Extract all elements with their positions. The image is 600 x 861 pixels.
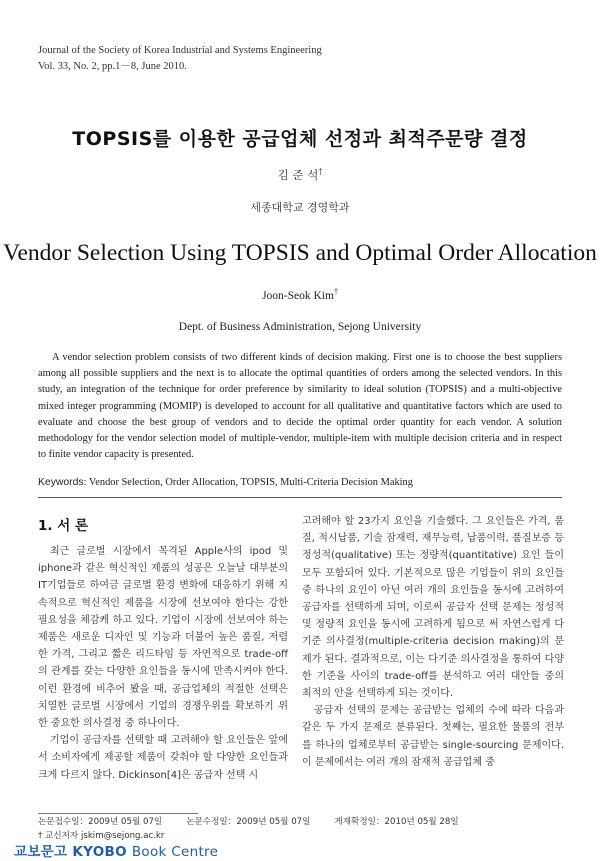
keywords-label: Keywords: [38, 477, 84, 488]
korean-author-dagger: †: [318, 167, 323, 177]
korean-affiliation: 세종대학교 경영학과: [250, 201, 350, 214]
left-paragraph-2: 기업이 공급자를 선택할 때 고려해야 할 요인들은 앞에서 소비자에게 제공할 제품이 갖춰야 할 다양한 요인들과 크게 다르지 않다. Dickinson[4]은 공급자 선택 시: [38, 735, 288, 781]
revised-date: 논문수정일：2009년 05월 07일: [186, 817, 311, 827]
korean-author: [0, 167, 600, 183]
english-title: Vendor Selection Using TOPSIS and Optimal Order Allocation: [3, 240, 597, 266]
footnote-dates: [38, 815, 562, 827]
received-date: 논문접수일：2009년 05월 07일: [38, 817, 163, 827]
english-author: [0, 287, 600, 302]
journal-header: [38, 43, 322, 75]
keywords: [38, 477, 562, 488]
left-column: [38, 543, 288, 784]
right-paragraph-2: 공급자 선택의 문제는 공급받는 업체의 수에 따라 다음과 같은 두 가지 문제로 분류된다. 첫째는, 필요한 물품의 전부를 하나의 업체로부터 공급받는 single-sourcing 문제이다. 이 문제에서는 여러 개의 잠재적 공급업체 중: [302, 705, 564, 768]
corresponding-author: † 교신저자 jskim@sejong.ac.kr: [38, 831, 165, 841]
right-column: [302, 513, 564, 771]
abstract: A vendor selection problem consists of two different kinds of decision making. First one is to choose the best suppliers among all possible suppliers and the next is to allocate the optimal quantities of orders among the selected vendors. In this study, an integration of the technique for order preference by similarity to ideal solution (TOPSIS) and a multi-objective mixed integer programming (MOMIP) is developed to account for all qualitative and quantitative factors which are used to evaluate and choose the best group of vendors and to decide the optimal order quantity for each vendor. A solution methodology for the vendor selection model of multiple-vendor, multiple-item with multiple decision criteria and in respect to finite vendor capacity is presented.: [38, 352, 562, 461]
watermark-english: KYOBO: [72, 844, 127, 860]
footnote-divider: [38, 813, 198, 814]
watermark-korean: 교보문고: [14, 844, 68, 860]
keywords-list: : Vendor Selection, Order Allocation, TOPSIS, Multi-Criteria Decision Making: [83, 477, 413, 488]
korean-title: TOPSIS를 이용한 공급업체 선정과 최적주문량 결정: [72, 128, 528, 150]
watermark-suffix: Book Centre: [131, 844, 219, 860]
journal-name: Journal of the Society of Korea Industrial and Systems Engineering: [38, 45, 322, 56]
korean-author-name: 김 준 석: [277, 168, 319, 182]
right-paragraph-1: 고려해야 할 23가지 요인을 기술했다. 그 요인들은 가격, 품질, 적시납품, 기술 잠재력, 재무능력, 납품이력, 품질보증 등 정성적(qualitative) 또는 정량적(quantitative) 요인 들이 모두 포함되어 있다. 기본적으로 많은 기업들이 위의 요인들 중 하나의 요인이 아닌 여러 개의 요인들을 동시에 고려하여 공급자를 선택하게 되며, 이로써 공급자 선택 문제는 정성적 및 정량적 요인을 동시에 고려하게 됨으로 써 자연스럽게 다기준 의사결정(multiple-criteria decision making)의 문제가 된다. 결과적으로, 이는 다기준 의사결정을 통하여 다양한 기준을 사이의 trade-off를 분석하고 여러 대안들 중의 최적의 안을 선택하게 되는 것이다.: [302, 516, 564, 700]
left-paragraph-1: 최근 글로벌 시장에서 목격된 Apple사의 ipod 및 iphone과 같은 혁신적인 제품의 성공은 오늘날 대부분의 IT기업들로 하여금 글로벌 환경 변화에 대응하기 위해 지속적으로 혁신적인 제품을 시장에 선보여야 한다는 강한 필요성을 체감케 하고 있다. 기업이 시장에 선보여야 하는 제품은 새로운 디자인 및 기능과 더불어 높은 품질, 저렴한 가격, 그리고 짧은 리드타임 등 자연적으로 trade-off의 관계를 갖는 다양한 요인들을 동시에 만족시켜야 한다. 이런 환경에 비추어 봤을 때, 공급업체의 적절한 선택은 치열한 글로벌 시장에서 기업의 경쟁우위를 확보하기 위한 중요한 의사결정 중 하나이다.: [38, 546, 288, 730]
journal-volume: Vol. 33, No. 2, pp.1－8, June 2010.: [38, 61, 187, 72]
english-affiliation: Dept. of Business Administration, Sejong University: [178, 321, 422, 333]
section-divider: [38, 497, 562, 498]
english-author-name: Joon-Seok Kim: [262, 289, 334, 302]
kyobo-watermark: [14, 840, 218, 860]
english-author-dagger: †: [333, 287, 338, 296]
section-heading-introduction: 1. 서 론: [38, 518, 89, 534]
accepted-date: 게재확정일：2010년 05월 28일: [334, 817, 459, 827]
